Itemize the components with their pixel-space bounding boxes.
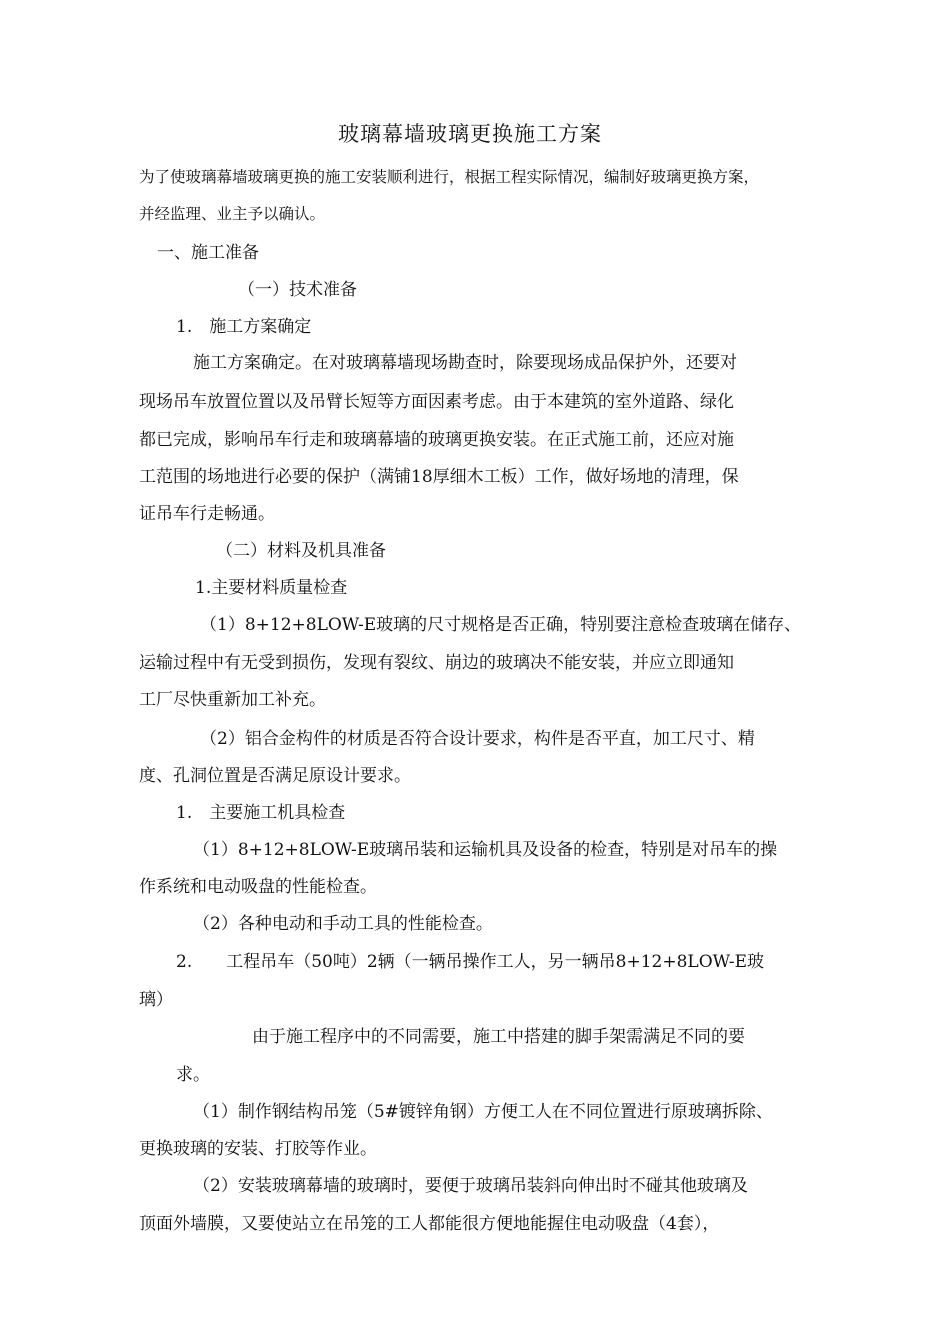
sub2-heading: （二）材料及机具准备 — [216, 541, 386, 561]
scaffold-p2-line-1: （2）安装玻璃幕墙的玻璃时，要便于玻璃吊装斜向伸出时不碰其他玻璃及 — [193, 1176, 748, 1196]
document-title: 玻璃幕墙玻璃更换施工方案 — [338, 122, 602, 146]
materials-p1-line-2: 运输过程中有无受到损伤，发现有裂纹、崩边的玻璃决不能安装，并应立即通知 — [139, 653, 734, 673]
sub1-heading: （一）技术准备 — [238, 280, 357, 300]
materials-heading: 1.主要材料质量检查 — [195, 578, 348, 598]
plan-line-2: 现场吊车放置位置以及吊臂长短等方面因素考虑。由于本建筑的室外道路、绿化 — [139, 392, 734, 412]
materials-p1-line-1: （1）8+12+8LOW-E玻璃的尺寸规格是否正确，特别要注意检查玻璃在储存、 — [200, 615, 802, 635]
intro-line-2: 并经监理、业主予以确认。 — [139, 205, 326, 223]
crane-line-1: 2. 工程吊车（50吨）2辆（一辆吊操作工人，另一辆吊8+12+8LOW-E玻 — [176, 952, 765, 972]
scaffold-line-2: 求。 — [176, 1065, 210, 1085]
materials-p1-line-3: 工厂尽快重新加工补充。 — [139, 690, 326, 710]
materials-p2-line-1: （2）铝合金构件的材质是否符合设计要求，构件是否平直，加工尺寸、精 — [200, 729, 755, 749]
plan-line-5: 证吊车行走畅通。 — [139, 504, 275, 524]
machines-p1-line-2: 作系统和电动吸盘的性能检查。 — [139, 877, 377, 897]
scaffold-p1-line-1: （1）制作钢结构吊笼（5#镀锌角钢）方便工人在不同位置进行原玻璃拆除、 — [193, 1102, 773, 1122]
machines-p1-line-1: （1）8+12+8LOW-E玻璃吊装和运输机具及设备的检查，特别是对吊车的操 — [193, 840, 778, 860]
machines-p2: （2）各种电动和手动工具的性能检查。 — [193, 914, 493, 934]
machines-heading: 1. 主要施工机具检查 — [176, 803, 346, 823]
materials-p2-line-2: 度、孔洞位置是否满足原设计要求。 — [139, 766, 411, 786]
scaffold-p2-line-2: 顶面外墙膜，又要使站立在吊笼的工人都能很方便地能握住电动吸盘（4套）， — [139, 1214, 720, 1234]
scaffold-line-1: 由于施工程序中的不同需要，施工中搭建的脚手架需满足不同的要 — [252, 1027, 745, 1047]
plan-line-3: 都已完成，影响吊车行走和玻璃幕墙的玻璃更换安装。在正式施工前，还应对施 — [139, 430, 734, 450]
plan-line-4: 工范围的场地进行必要的保护（满铺18厚细木工板）工作，做好场地的清理，保 — [139, 467, 739, 487]
item1-heading: 1. 施工方案确定 — [176, 317, 312, 337]
crane-line-2: 璃） — [139, 990, 173, 1010]
scaffold-p1-line-2: 更换玻璃的安装、打胶等作业。 — [139, 1139, 377, 1159]
plan-line-1: 施工方案确定。在对玻璃幕墙现场勘查时，除要现场成品保护外，还要对 — [193, 353, 737, 373]
section1-heading: 一、施工准备 — [157, 243, 259, 263]
intro-line-1: 为了使玻璃幕墙玻璃更换的施工安装顺利进行，根据工程实际情况，编制好玻璃更换方案， — [139, 168, 760, 186]
